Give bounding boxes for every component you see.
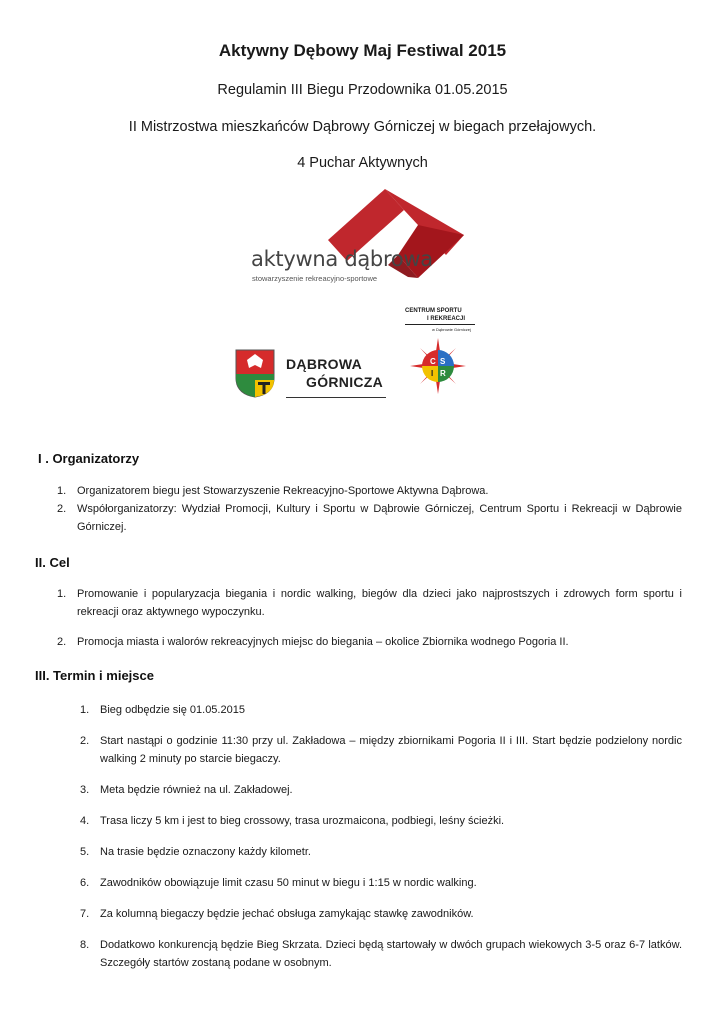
section-organizers-heading: I . Organizatorzy — [38, 451, 140, 466]
csir-letter-c: C — [430, 357, 436, 366]
section-date-place-list — [80, 701, 682, 972]
aktywna-dabrowa-tagline: stowarzyszenie rekreacyjno-sportowe — [252, 274, 378, 283]
csir-logo — [400, 308, 480, 398]
city-name-line2: GÓRNICZA — [306, 374, 384, 390]
list-item: 3. Meta będzie również na ul. Zakładowej. — [80, 784, 293, 796]
csir-letter-s: S — [440, 357, 446, 366]
list-item: 2. Promocja miasta i walorów rekreacyjnych miejsc do biegania – okolice Zbiornika wodnego Pogoria II. — [57, 636, 569, 648]
list-item: 1. Organizatorem biegu jest Stowarzyszenie Rekreacyjno-Sportowe Aktywna Dąbrowa. — [57, 485, 489, 497]
dabrowa-gornicza-logo — [234, 348, 394, 403]
section-date-place-heading: III. Termin i miejsce — [35, 668, 154, 683]
list-item: 5. Na trasie będzie oznaczony każdy kilometr. — [80, 846, 311, 858]
city-coat-of-arms-icon — [234, 348, 276, 398]
csir-name-line1: CENTRUM SPORTU — [405, 308, 462, 314]
aktywna-dabrowa-name: aktywna dąbrowa — [251, 247, 433, 271]
csir-letter-r: R — [440, 369, 446, 378]
list-item: 1. Bieg odbędzie się 01.05.2015 — [80, 704, 245, 716]
aktywna-dabrowa-logo — [248, 185, 468, 290]
document-subtitle-cup: 4 Puchar Aktywnych — [297, 155, 428, 171]
section-goal-list — [57, 585, 682, 651]
list-item: 7. Za kolumną biegaczy będzie jechać obsługa zamykając stawkę zawodników. — [80, 908, 474, 920]
csir-name-line2: I REKREACJI — [427, 316, 466, 322]
section-goal-heading: II. Cel — [35, 555, 70, 570]
city-name-line1: DĄBROWA — [286, 356, 362, 372]
city-logo-underline — [286, 397, 386, 398]
list-item: 8. Dodatkowo konkurencją będzie Bieg Skrzata. Dzieci będą startowały w dwóch grupach wiekowych 3-5 oraz 6-7 latków. Szczegóły startów zostaną podane w osobnym. — [80, 939, 682, 969]
csir-letter-i: I — [431, 369, 434, 378]
document-subtitle-regulation: Regulamin III Biegu Przodownika 01.05.2015 — [217, 82, 508, 98]
list-item: 4. Trasa liczy 5 km i jest to bieg crossowy, trasa urozmaicona, podbiegi, leśny ścieżki. — [80, 815, 505, 827]
section-organizers-list — [57, 482, 682, 536]
document-subtitle-championship: II Mistrzostwa mieszkańców Dąbrowy Górniczej w biegach przełajowych. — [128, 119, 597, 135]
csir-compass-icon — [410, 338, 466, 394]
list-item: 6. Zawodników obowiązuje limit czasu 50 minut w biegu i 1:15 w nordic walking. — [80, 877, 477, 889]
document-title: Aktywny Dębowy Maj Festiwal 2015 — [218, 41, 507, 60]
list-item: 2. Współorganizatorzy: Wydział Promocji, Kultury i Sportu w Dąbrowie Górniczej, Centrum Sportu i Rekreacji w Dąbrowie Górniczej. — [57, 503, 682, 533]
csir-divider — [405, 324, 475, 325]
list-item: 1. Promowanie i popularyzacja biegania i nordic walking, biegów dla dzieci jako najprostszych i zdrowych form sportu i rekreacji oraz aktywnego wypoczynku. — [57, 588, 682, 618]
list-item: 2. Start nastąpi o godzinie 11:30 przy ul. Zakładowa – między zbiornikami Pogoria II i III. Start będzie podzielony nordic walking 2 minuty po starcie biegaczy. — [80, 735, 682, 765]
csir-name-line3: w Dąbrowie Górniczej — [432, 327, 471, 332]
